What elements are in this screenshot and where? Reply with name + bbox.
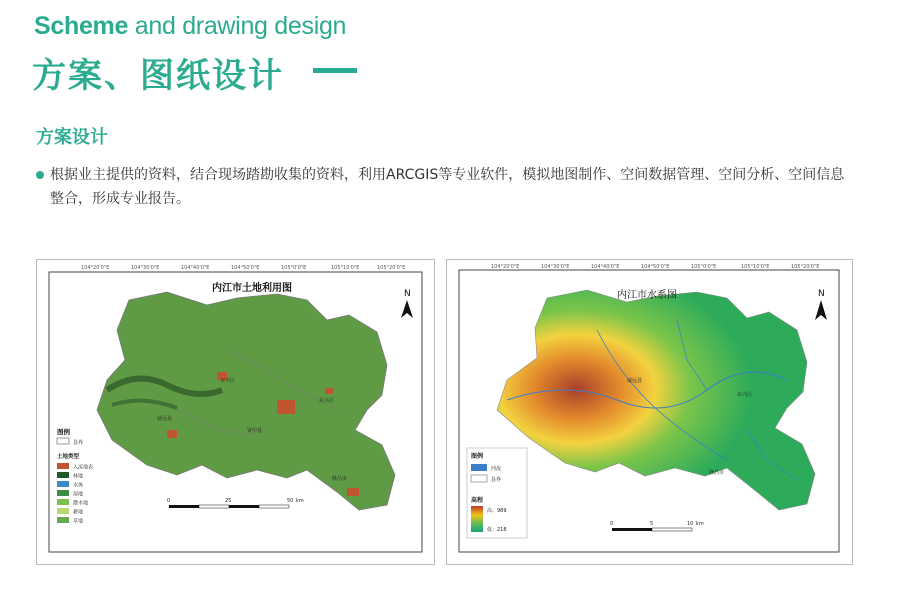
map1-legend-label: 林地 [73,473,84,480]
water-system-map [446,259,853,565]
map2-tick-0: 104°20'0"E [491,264,520,270]
section-body: 根据业主提供的资料，结合现场踏勘收集的资料，利用ARCGIS等专业软件，模拟地图制作、空间数据管理、空间分析、空间信息整合，形成专业报告。 [50,167,845,207]
map1-scale-1: 25 [225,498,232,504]
map1-legend-label: 水体 [73,482,84,489]
map2-north-label: N [818,289,825,299]
section-title: 方案设计 [36,127,108,148]
map2-place-2: 隆昌市 [709,470,725,476]
map1-legend-category-title: 土地类型 [57,454,80,460]
map1-scale-unit: km [296,498,304,504]
english-title-bold: Scheme [34,12,129,40]
map2-title: 内江市水系图 [617,290,677,301]
map2-legend-title: 图例 [471,453,484,460]
map1-scale-2: 50 [287,498,294,504]
map2-legend-elev-low: 低：218 [487,527,507,533]
map1-legend-swatch [57,463,69,469]
map1-place-0: 威远县 [157,416,173,422]
map1-tick-3: 104°50'0"E [231,265,260,271]
map1-tick-2: 104°40'0"E [181,265,210,271]
map1-legend-swatch [57,481,69,487]
map2-scale-1: 5 [650,521,654,527]
map2-tick-2: 104°40'0"E [591,264,620,270]
map1-legend-swatch [57,499,69,505]
map1-legend-label: 入流地表 [73,464,94,471]
map1-place-1: 市中区 [220,378,236,384]
map2-scale-unit: km [696,521,704,527]
map2-tick-1: 104°30'0"E [541,264,570,270]
map2-scale-0: 0 [610,521,614,527]
map1-legend-swatch [57,508,69,514]
map1-tick-5: 105°10'0"E [331,265,360,271]
map1-tick-6: 105°20'0"E [377,265,406,271]
map1-place-3: 资中县 [247,428,263,434]
map1-tick-4: 105°0'0"E [281,265,307,271]
chinese-title: 方案、图纸设计 [32,56,284,96]
map1-legend-label: 草地 [73,518,84,525]
land-use-map-figure [37,260,434,564]
map2-legend-elev-high: 高：989 [487,508,507,514]
map2-tick-5: 105°10'0"E [741,264,770,270]
map1-scale-0: 0 [167,498,171,504]
map1-legend-boundary: 县界 [73,440,84,446]
english-title [34,12,346,41]
map2-tick-4: 105°0'0"E [691,264,717,270]
map2-legend-elev-title: 高程 [471,497,484,504]
map1-tick-1: 104°30'0"E [131,265,160,271]
map1-legend-swatch [57,517,69,523]
map2-tick-6: 105°20'0"E [791,264,820,270]
map1-title: 内江市土地利用图 [212,283,292,294]
map1-legend-title: 图例 [57,428,70,436]
map2-scale-2: 10 [687,521,694,527]
map2-tick-3: 104°50'0"E [641,264,670,270]
map2-legend [467,448,527,538]
map1-north-label: N [404,289,411,299]
map1-legend-label: 灌木地 [73,500,89,507]
title-accent-bar [313,68,357,73]
map2-place-1: 东兴区 [737,392,753,398]
land-use-map [36,259,435,565]
map2-legend-river: 河流 [491,466,502,472]
map1-place-4: 隆昌市 [332,476,348,482]
map1-tick-0: 104°20'0"E [81,265,110,271]
map1-place-2: 东兴区 [319,398,335,404]
water-system-map-figure [447,260,852,564]
map1-legend-label: 耕地 [73,509,84,516]
english-title-rest: and drawing design [128,12,347,40]
map1-legend-swatch [57,490,69,496]
map2-legend-boundary: 县界 [491,477,502,483]
map1-legend-swatch [57,472,69,478]
map2-place-0: 威远县 [627,378,643,384]
bullet-dot-icon [36,171,44,179]
map1-legend-label: 湿地 [73,491,84,498]
